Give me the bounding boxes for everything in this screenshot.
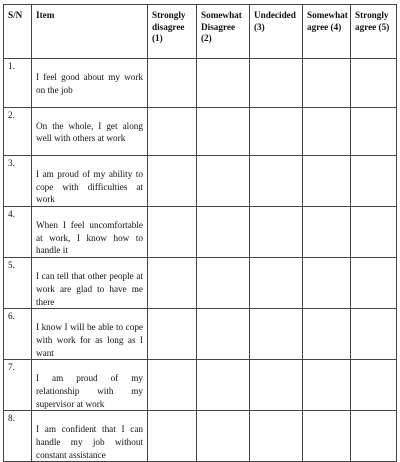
strongly-disagree-cell[interactable] [148, 107, 197, 156]
somewhat-agree-cell[interactable] [303, 207, 351, 258]
somewhat-agree-cell[interactable] [303, 156, 351, 207]
item-cell [32, 107, 148, 156]
item-text: I am proud of my ability to cope with difficulties at work [36, 169, 143, 205]
strongly-disagree-cell[interactable] [148, 309, 197, 360]
strongly-disagree-cell[interactable] [148, 207, 197, 258]
undecided-cell[interactable] [250, 309, 303, 360]
header-row [4, 5, 397, 59]
survey-table [3, 4, 397, 462]
header-strongly-disagree: Strongly disagree (1) [148, 5, 197, 59]
strongly-agree-cell[interactable] [351, 59, 397, 108]
header-somewhat-agree: Somewhat agree (4) [303, 5, 351, 59]
item-cell [32, 156, 148, 207]
strongly-disagree-cell[interactable] [148, 258, 197, 309]
table-row [4, 59, 397, 108]
header-strongly-agree: Strongly agree (5) [351, 5, 397, 59]
row-number: 6. [4, 309, 32, 360]
strongly-disagree-cell[interactable] [148, 411, 197, 462]
undecided-cell[interactable] [250, 411, 303, 462]
item-text: When I feel uncomfortable at work, I know how to handle it [36, 220, 143, 256]
header-sn: S/N [4, 5, 32, 59]
undecided-cell[interactable] [250, 207, 303, 258]
item-text: I can tell that other people at work are glad to have me there [36, 271, 143, 307]
strongly-disagree-cell[interactable] [148, 156, 197, 207]
somewhat-agree-cell[interactable] [303, 107, 351, 156]
item-text: On the whole, I get along well with others at work [36, 120, 143, 144]
item-cell [32, 207, 148, 258]
strongly-agree-cell[interactable] [351, 309, 397, 360]
item-cell [32, 258, 148, 309]
row-number: 3. [4, 156, 32, 207]
strongly-agree-cell[interactable] [351, 107, 397, 156]
strongly-agree-cell[interactable] [351, 360, 397, 411]
row-number: 2. [4, 107, 32, 156]
table-row [4, 156, 397, 207]
somewhat-agree-cell[interactable] [303, 258, 351, 309]
item-cell [32, 309, 148, 360]
somewhat-disagree-cell[interactable] [197, 411, 250, 462]
somewhat-disagree-cell[interactable] [197, 156, 250, 207]
somewhat-agree-cell[interactable] [303, 411, 351, 462]
undecided-cell[interactable] [250, 360, 303, 411]
somewhat-agree-cell[interactable] [303, 309, 351, 360]
header-somewhat-disagree: Somewhat Disagree (2) [197, 5, 250, 59]
header-item: Item [32, 5, 148, 59]
strongly-disagree-cell[interactable] [148, 360, 197, 411]
item-cell [32, 59, 148, 108]
item-text: I am proud of my relationship with my supervisor at work [36, 373, 143, 409]
table-row [4, 309, 397, 360]
somewhat-disagree-cell[interactable] [197, 59, 250, 108]
table-row [4, 107, 397, 156]
row-number: 8. [4, 411, 32, 462]
somewhat-agree-cell[interactable] [303, 59, 351, 108]
somewhat-disagree-cell[interactable] [197, 309, 250, 360]
somewhat-agree-cell[interactable] [303, 360, 351, 411]
table-row [4, 360, 397, 411]
item-text: I am confident that I can handle my job without constant assistance [36, 424, 143, 460]
table-row [4, 258, 397, 309]
item-cell [32, 360, 148, 411]
strongly-agree-cell[interactable] [351, 411, 397, 462]
undecided-cell[interactable] [250, 107, 303, 156]
row-number: 4. [4, 207, 32, 258]
table-row [4, 411, 397, 462]
somewhat-disagree-cell[interactable] [197, 107, 250, 156]
row-number: 1. [4, 59, 32, 108]
strongly-agree-cell[interactable] [351, 156, 397, 207]
header-undecided: Undecided (3) [250, 5, 303, 59]
row-number: 7. [4, 360, 32, 411]
table-row [4, 207, 397, 258]
somewhat-disagree-cell[interactable] [197, 258, 250, 309]
somewhat-disagree-cell[interactable] [197, 207, 250, 258]
undecided-cell[interactable] [250, 59, 303, 108]
item-cell [32, 411, 148, 462]
strongly-disagree-cell[interactable] [148, 59, 197, 108]
strongly-agree-cell[interactable] [351, 258, 397, 309]
row-number: 5. [4, 258, 32, 309]
item-text: I feel good about my work on the job [36, 72, 143, 95]
strongly-agree-cell[interactable] [351, 207, 397, 258]
item-text: I know I will be able to cope with work for as long as I want [36, 322, 143, 358]
undecided-cell[interactable] [250, 258, 303, 309]
undecided-cell[interactable] [250, 156, 303, 207]
somewhat-disagree-cell[interactable] [197, 360, 250, 411]
